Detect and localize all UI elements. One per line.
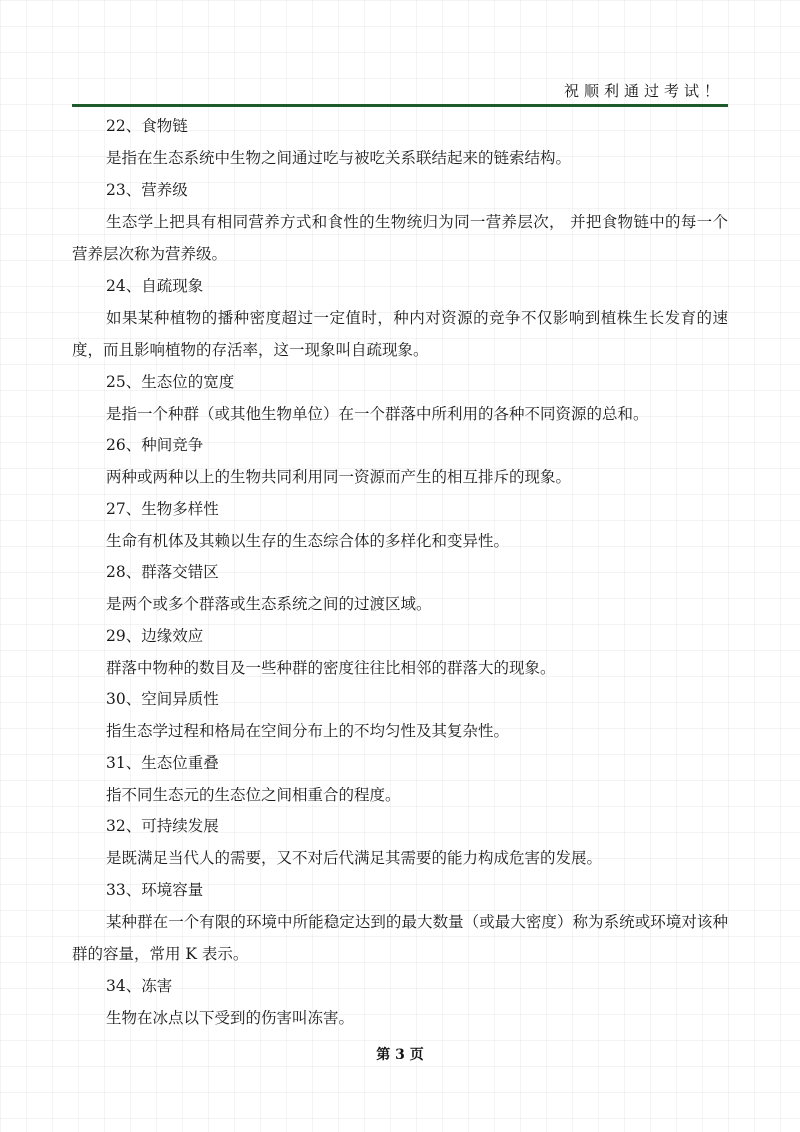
glossary-entry bbox=[72, 748, 728, 812]
entry-term: 33、环境容量 bbox=[106, 880, 204, 899]
glossary-entry bbox=[72, 175, 728, 271]
page-number: 第 3 页 bbox=[376, 1047, 424, 1063]
entry-term: 24、自疏现象 bbox=[106, 276, 204, 295]
entry-definition: 生物在冰点以下受到的伤害叫冻害。 bbox=[106, 1008, 355, 1027]
glossary-entry bbox=[72, 875, 728, 971]
glossary-entry bbox=[72, 367, 728, 431]
entry-definition: 是指在生态系统中生物之间通过吃与被吃关系联结起来的链索结构。 bbox=[106, 149, 572, 167]
entry-term: 31、生态位重叠 bbox=[106, 753, 219, 772]
entry-term: 32、可持续发展 bbox=[106, 817, 219, 835]
glossary-entry bbox=[72, 811, 728, 875]
entry-term: 34、冻害 bbox=[106, 976, 173, 995]
entry-definition: 是既满足当代人的需要，又不对后代满足其需要的能力构成危害的发展。 bbox=[106, 849, 603, 867]
entry-definition: 生态学上把具有相同营养方式和食性的生物统归为同一营养层次， 并把食物链中的每一个营养层次称为营养级。 bbox=[72, 212, 728, 263]
entry-definition: 生命有机体及其赖以生存的生态综合体的多样化和变异性。 bbox=[106, 531, 510, 550]
glossary-entry bbox=[72, 430, 728, 494]
entry-definition: 某种群在一个有限的环境中所能稳定达到的最大数量（或最大密度）称为系统或环境对该种群的容量，常用 K 表示。 bbox=[72, 912, 728, 963]
entry-definition: 两种或两种以上的生物共同利用同一资源而产生的相互排斥的现象。 bbox=[106, 468, 572, 486]
entry-definition: 是指一个种群（或其他生物单位）在一个群落中所利用的各种不同资源的总和。 bbox=[106, 404, 649, 423]
header-rule bbox=[72, 104, 728, 107]
entry-term: 27、生物多样性 bbox=[106, 499, 219, 518]
glossary-entry bbox=[72, 621, 728, 685]
entry-term: 30、空间异质性 bbox=[106, 690, 219, 708]
glossary-entry bbox=[72, 557, 728, 621]
glossary-entry bbox=[72, 971, 728, 1035]
entry-definition: 群落中物种的数目及一些种群的密度往往比相邻的群落大的现象。 bbox=[106, 658, 556, 677]
header-slogan: 祝顺利通过考试！ bbox=[563, 82, 724, 100]
entry-term: 22、食物链 bbox=[106, 117, 188, 135]
entry-term: 26、种间竞争 bbox=[106, 436, 204, 454]
glossary-entry bbox=[72, 684, 728, 748]
glossary-entry bbox=[72, 111, 728, 175]
entry-term: 25、生态位的宽度 bbox=[106, 372, 235, 391]
entry-definition: 如果某种植物的播种密度超过一定值时，种内对资源的竞争不仅影响到植株生长发育的速度，而且影响植物的存活率，这一现象叫自疏现象。 bbox=[72, 308, 728, 359]
entry-definition: 指不同生态元的生态位之间相重合的程度。 bbox=[106, 785, 401, 804]
glossary-content bbox=[72, 111, 728, 1034]
entry-term: 29、边缘效应 bbox=[106, 626, 204, 645]
glossary-entry bbox=[72, 271, 728, 367]
glossary-entry bbox=[72, 494, 728, 558]
entry-definition: 指生态学过程和格局在空间分布上的不均匀性及其复杂性。 bbox=[106, 722, 510, 740]
entry-definition: 是两个或多个群落或生态系统之间的过渡区域。 bbox=[106, 595, 432, 613]
entry-term: 23、营养级 bbox=[106, 180, 188, 199]
entry-term: 28、群落交错区 bbox=[106, 563, 219, 581]
